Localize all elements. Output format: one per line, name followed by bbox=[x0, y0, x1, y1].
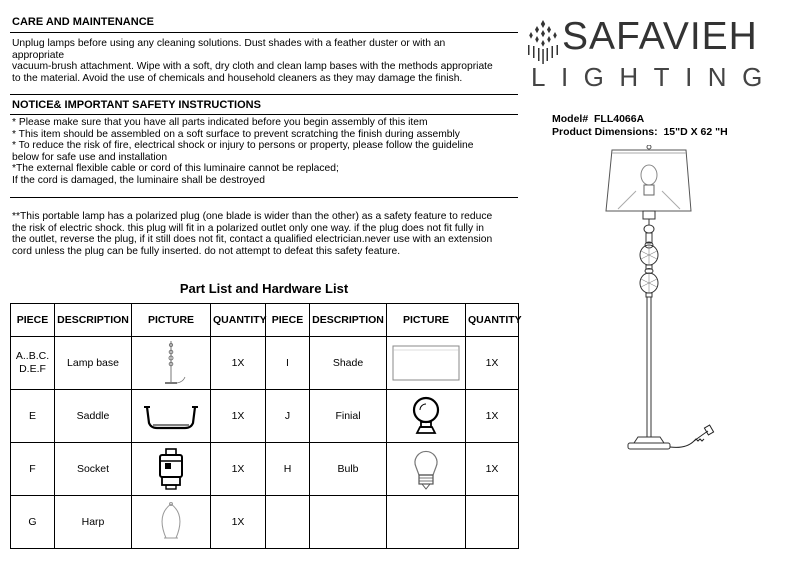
description-cell bbox=[310, 495, 387, 548]
model-label: Model# bbox=[552, 113, 589, 125]
piece-cell: E bbox=[11, 389, 55, 442]
description-cell: Socket bbox=[55, 442, 132, 495]
picture-cell bbox=[387, 336, 466, 389]
dimensions-line bbox=[552, 126, 728, 138]
table-row bbox=[11, 495, 519, 548]
quantity-cell: 1X bbox=[211, 336, 266, 389]
picture-cell bbox=[132, 442, 211, 495]
header-cell: PICTURE bbox=[387, 304, 466, 337]
picture-cell bbox=[132, 495, 211, 548]
quantity-cell: 1X bbox=[466, 389, 519, 442]
care-line: Unplug lamps before using any cleaning solutions. Dust shades with a feather duster or with an bbox=[12, 38, 446, 49]
chandelier-logo-icon bbox=[525, 18, 561, 66]
finial-picture bbox=[406, 395, 446, 437]
polarized-text bbox=[12, 211, 492, 257]
quantity-cell: 1X bbox=[211, 442, 266, 495]
model-value: FLL4066A bbox=[594, 113, 645, 125]
safety-line: If the cord is damaged, the luminaire shall be destroyed bbox=[12, 174, 265, 186]
description-cell: Finial bbox=[310, 389, 387, 442]
picture-cell bbox=[387, 442, 466, 495]
parts-table-title: Part List and Hardware List bbox=[179, 281, 349, 296]
divider bbox=[10, 197, 518, 198]
header-cell: QUANTITY bbox=[466, 304, 519, 337]
description-cell: Lamp base bbox=[55, 336, 132, 389]
polarized-line: cord unless the plug can be fully inserted. do not attempt to defeat this safety feature. bbox=[12, 245, 401, 257]
safety-line: * This item should be assembled on a soft surface to prevent scratching the finish during assembly bbox=[12, 128, 460, 140]
brand-name: SAFAVIEH bbox=[562, 15, 758, 58]
header-cell: PIECE bbox=[266, 304, 310, 337]
quantity-cell: 1X bbox=[466, 442, 519, 495]
safety-text bbox=[12, 117, 474, 187]
polarized-line: the risk of electric shock. this plug will fit in a polarized outlet only one way. if the plug does not fit fully in bbox=[12, 222, 484, 234]
piece-cell: F bbox=[11, 442, 55, 495]
header-cell: QUANTITY bbox=[211, 304, 266, 337]
brand-subtitle: LIGHTING bbox=[531, 62, 778, 92]
socket-picture bbox=[154, 447, 188, 491]
divider bbox=[10, 32, 518, 33]
divider bbox=[10, 114, 518, 115]
care-title: CARE AND MAINTENANCE bbox=[12, 16, 154, 28]
quantity-cell bbox=[466, 495, 519, 548]
care-line: vacuum-brush attachment. Wipe with a soft, dry cloth and clean lamp bases with the methods appropriate bbox=[12, 61, 493, 73]
header-cell: DESCRIPTION bbox=[55, 304, 132, 337]
polarized-line: **This portable lamp has a polarized plug (one blade is wider than the other) as a safety feature to reduce bbox=[12, 211, 493, 222]
safety-line: * Please make sure that you have all parts indicated before you begin assembly of this item bbox=[12, 117, 428, 128]
safety-title: NOTICE& IMPORTANT SAFETY INSTRUCTIONS bbox=[12, 99, 261, 111]
table-row bbox=[11, 389, 519, 442]
care-text bbox=[12, 38, 493, 84]
divider bbox=[10, 94, 518, 95]
care-line: to the material. Avoid the use of chemicals and household cleaners as they may damage the finish. bbox=[12, 72, 463, 84]
piece-cell: A..B.C.D.E.F bbox=[11, 336, 55, 389]
picture-cell bbox=[387, 495, 466, 548]
safety-line: * To reduce the risk of fire, electrical shock or injury to persons or property, please follow the guideline bbox=[12, 140, 474, 152]
table-row bbox=[11, 442, 519, 495]
safety-line: *The external flexible cable or cord of this luminaire cannot be replaced; bbox=[12, 163, 339, 175]
dimensions-value: 15"D X 62 "H bbox=[663, 126, 728, 138]
shade-picture bbox=[390, 343, 462, 383]
piece-cell: I bbox=[266, 336, 310, 389]
model-line bbox=[552, 113, 644, 125]
piece-cell: H bbox=[266, 442, 310, 495]
quantity-cell: 1X bbox=[466, 336, 519, 389]
table-row bbox=[11, 336, 519, 389]
table-header-row bbox=[11, 304, 519, 337]
harp-picture bbox=[156, 500, 186, 544]
care-line: appropriate bbox=[12, 49, 65, 61]
picture-cell bbox=[132, 336, 211, 389]
bulb-picture bbox=[408, 447, 444, 491]
header-cell: PIECE bbox=[11, 304, 55, 337]
picture-cell bbox=[387, 389, 466, 442]
polarized-line: the outlet, reverse the plug, if it still does not fit, contact a qualified electrician.never use with an extension bbox=[12, 234, 493, 246]
lamp-base-picture bbox=[151, 338, 191, 388]
description-cell: Bulb bbox=[310, 442, 387, 495]
parts-table bbox=[10, 303, 522, 549]
description-cell: Harp bbox=[55, 495, 132, 548]
header-cell: DESCRIPTION bbox=[310, 304, 387, 337]
saddle-picture bbox=[143, 399, 199, 433]
dimensions-label: Product Dimensions: bbox=[552, 126, 658, 138]
header-cell: PICTURE bbox=[132, 304, 211, 337]
piece-cell: J bbox=[266, 389, 310, 442]
safety-line: below for safe use and installation bbox=[12, 151, 168, 163]
piece-cell: G bbox=[11, 495, 55, 548]
piece-cell bbox=[266, 495, 310, 548]
quantity-cell: 1X bbox=[211, 389, 266, 442]
description-cell: Shade bbox=[310, 336, 387, 389]
quantity-cell: 1X bbox=[211, 495, 266, 548]
floor-lamp-illustration bbox=[598, 145, 738, 465]
description-cell: Saddle bbox=[55, 389, 132, 442]
picture-cell bbox=[132, 389, 211, 442]
